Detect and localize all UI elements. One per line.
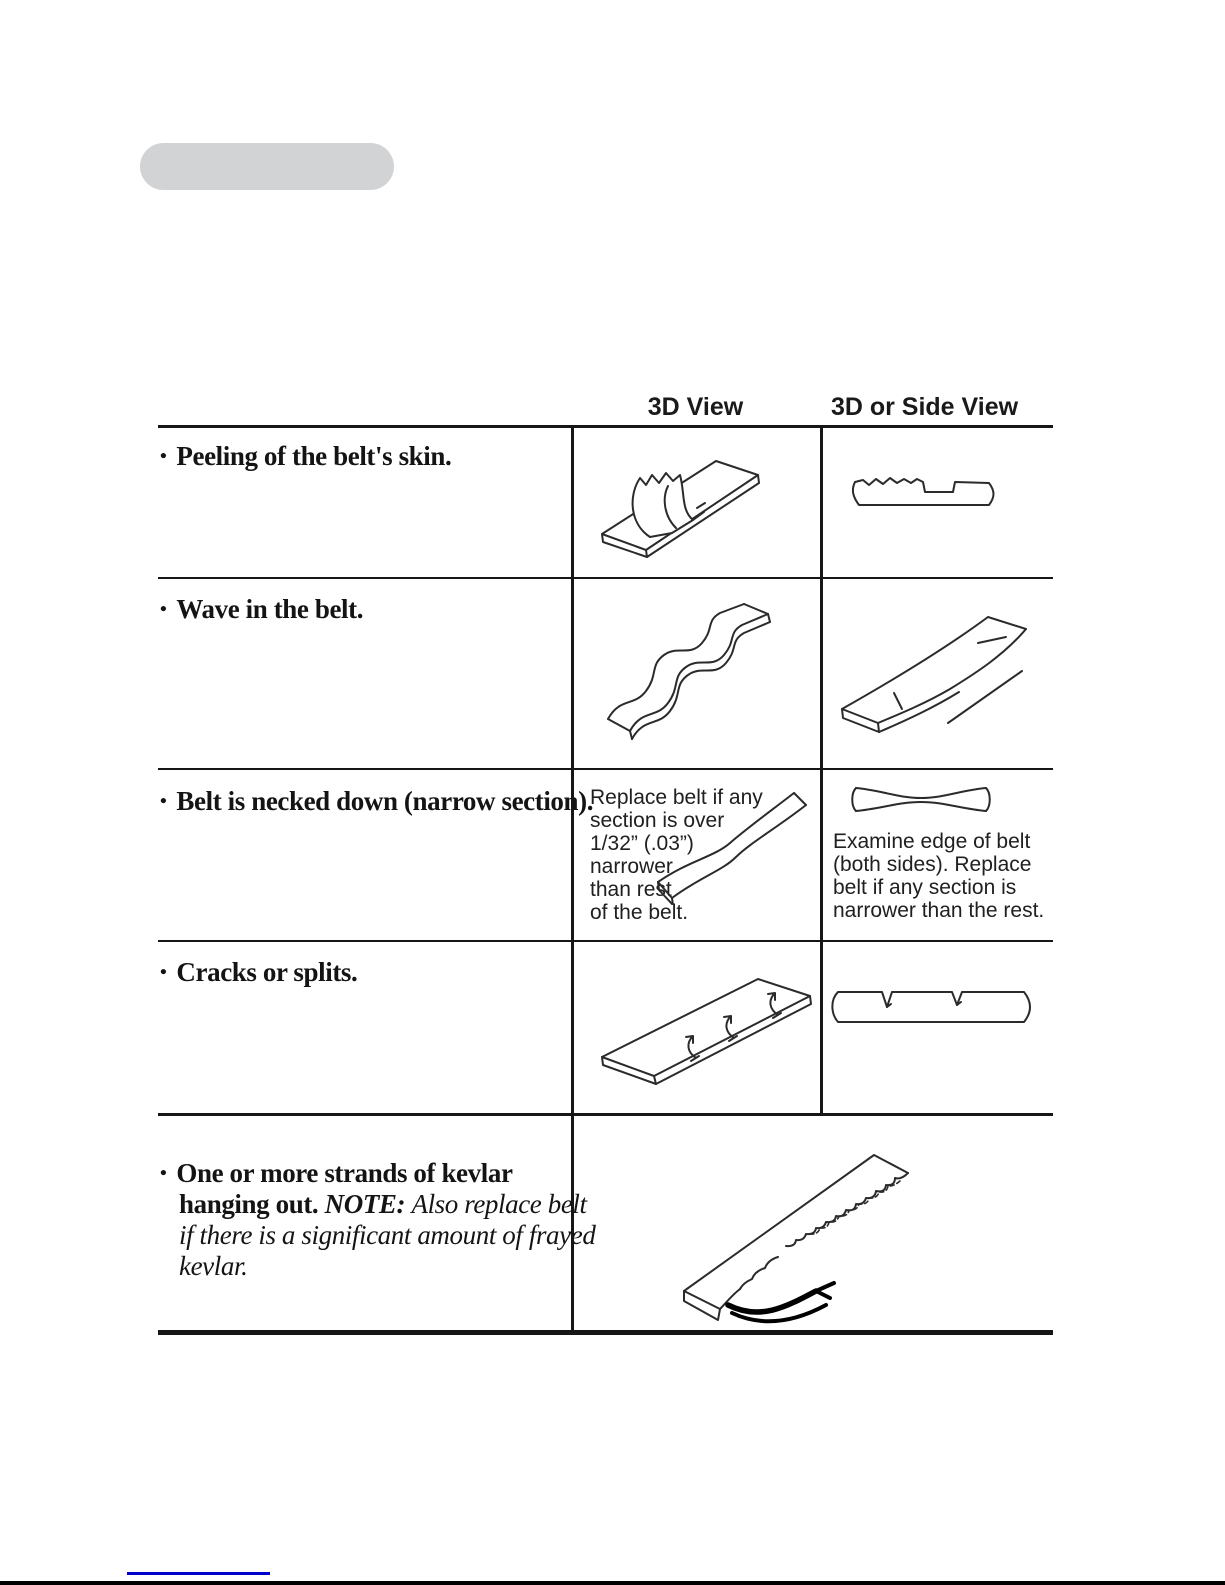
kevlar-line-1 [160, 1158, 595, 1189]
note-line: narrower [590, 855, 673, 878]
defect-text-cracks: Cracks or splits. [176, 957, 358, 987]
illustration-frayed-kevlar-belt-3d [668, 1133, 940, 1328]
kevlar-line-4 [160, 1251, 595, 1282]
row-separator-4 [158, 1113, 1053, 1116]
illustration-wavy-belt-3d [592, 597, 797, 747]
kevlar-italic-text-3: if there is a significant amount of frayed [179, 1220, 596, 1251]
masked-section-label [140, 143, 394, 190]
defect-text-wave: Wave in the belt. [176, 594, 364, 624]
note-line: of the belt. [590, 901, 689, 924]
note-line: 1/32” (.03”) [590, 832, 694, 855]
note-line: Examine edge of belt [833, 830, 1031, 853]
bullet: • [160, 962, 167, 984]
kevlar-italic-text-2: Also replace belt [411, 1189, 587, 1220]
footer-link-underline[interactable] [127, 1572, 270, 1575]
page-bottom-edge [0, 1581, 1225, 1585]
note-line: than rest [590, 878, 672, 901]
note-line: section is over [590, 809, 725, 832]
kevlar-bold-text-2: hanging out. [179, 1189, 319, 1220]
table-bottom-rule [158, 1330, 1053, 1335]
column-divider-2 [820, 425, 823, 1116]
bullet: • [160, 599, 167, 621]
illustration-bent-belt-3d [830, 597, 1042, 747]
column-header-3d-or-side-view: 3D or Side View [830, 393, 1019, 421]
table-top-rule [158, 425, 1053, 428]
defect-text-peeling: Peeling of the belt's skin. [176, 441, 452, 471]
row-label-kevlar [160, 1158, 595, 1282]
row-separator-3 [158, 940, 1053, 942]
illustration-peeled-surface-side-profile [845, 465, 1000, 525]
row-label-wave [160, 594, 363, 625]
row-label-necked [160, 786, 593, 817]
kevlar-italic-text-4: kevlar. [179, 1251, 248, 1282]
note-line: belt if any section is [833, 876, 1017, 899]
kevlar-line-2 [160, 1189, 595, 1220]
column-header-3d-view: 3D View [647, 393, 744, 421]
note-line: narrower than the rest. [833, 899, 1045, 922]
illustration-necked-down-belt-side-profile [846, 779, 996, 821]
row-label-cracks [160, 957, 357, 988]
note-line: Replace belt if any [590, 786, 763, 809]
bullet: • [160, 791, 167, 813]
defect-text-necked: Belt is necked down (narrow section). [176, 786, 594, 816]
illustration-cracked-belt-side-profile [826, 980, 1041, 1035]
row-label-peeling [160, 441, 451, 472]
illustration-belt-skin-peeling-3d [588, 438, 778, 563]
note-necked-side [833, 830, 1044, 922]
illustration-cracked-belt-3d [590, 955, 820, 1095]
illustration-necked-down-belt-3d [646, 783, 816, 905]
row-separator-1 [158, 577, 1053, 579]
row-separator-2 [158, 768, 1053, 770]
kevlar-bold-text-1: One or more strands of kevlar [176, 1158, 513, 1188]
bullet: • [160, 446, 167, 468]
note-label: NOTE: [324, 1189, 406, 1220]
kevlar-line-3 [160, 1220, 595, 1251]
note-line: (both sides). Replace [833, 853, 1032, 876]
bullet: • [160, 1163, 167, 1185]
